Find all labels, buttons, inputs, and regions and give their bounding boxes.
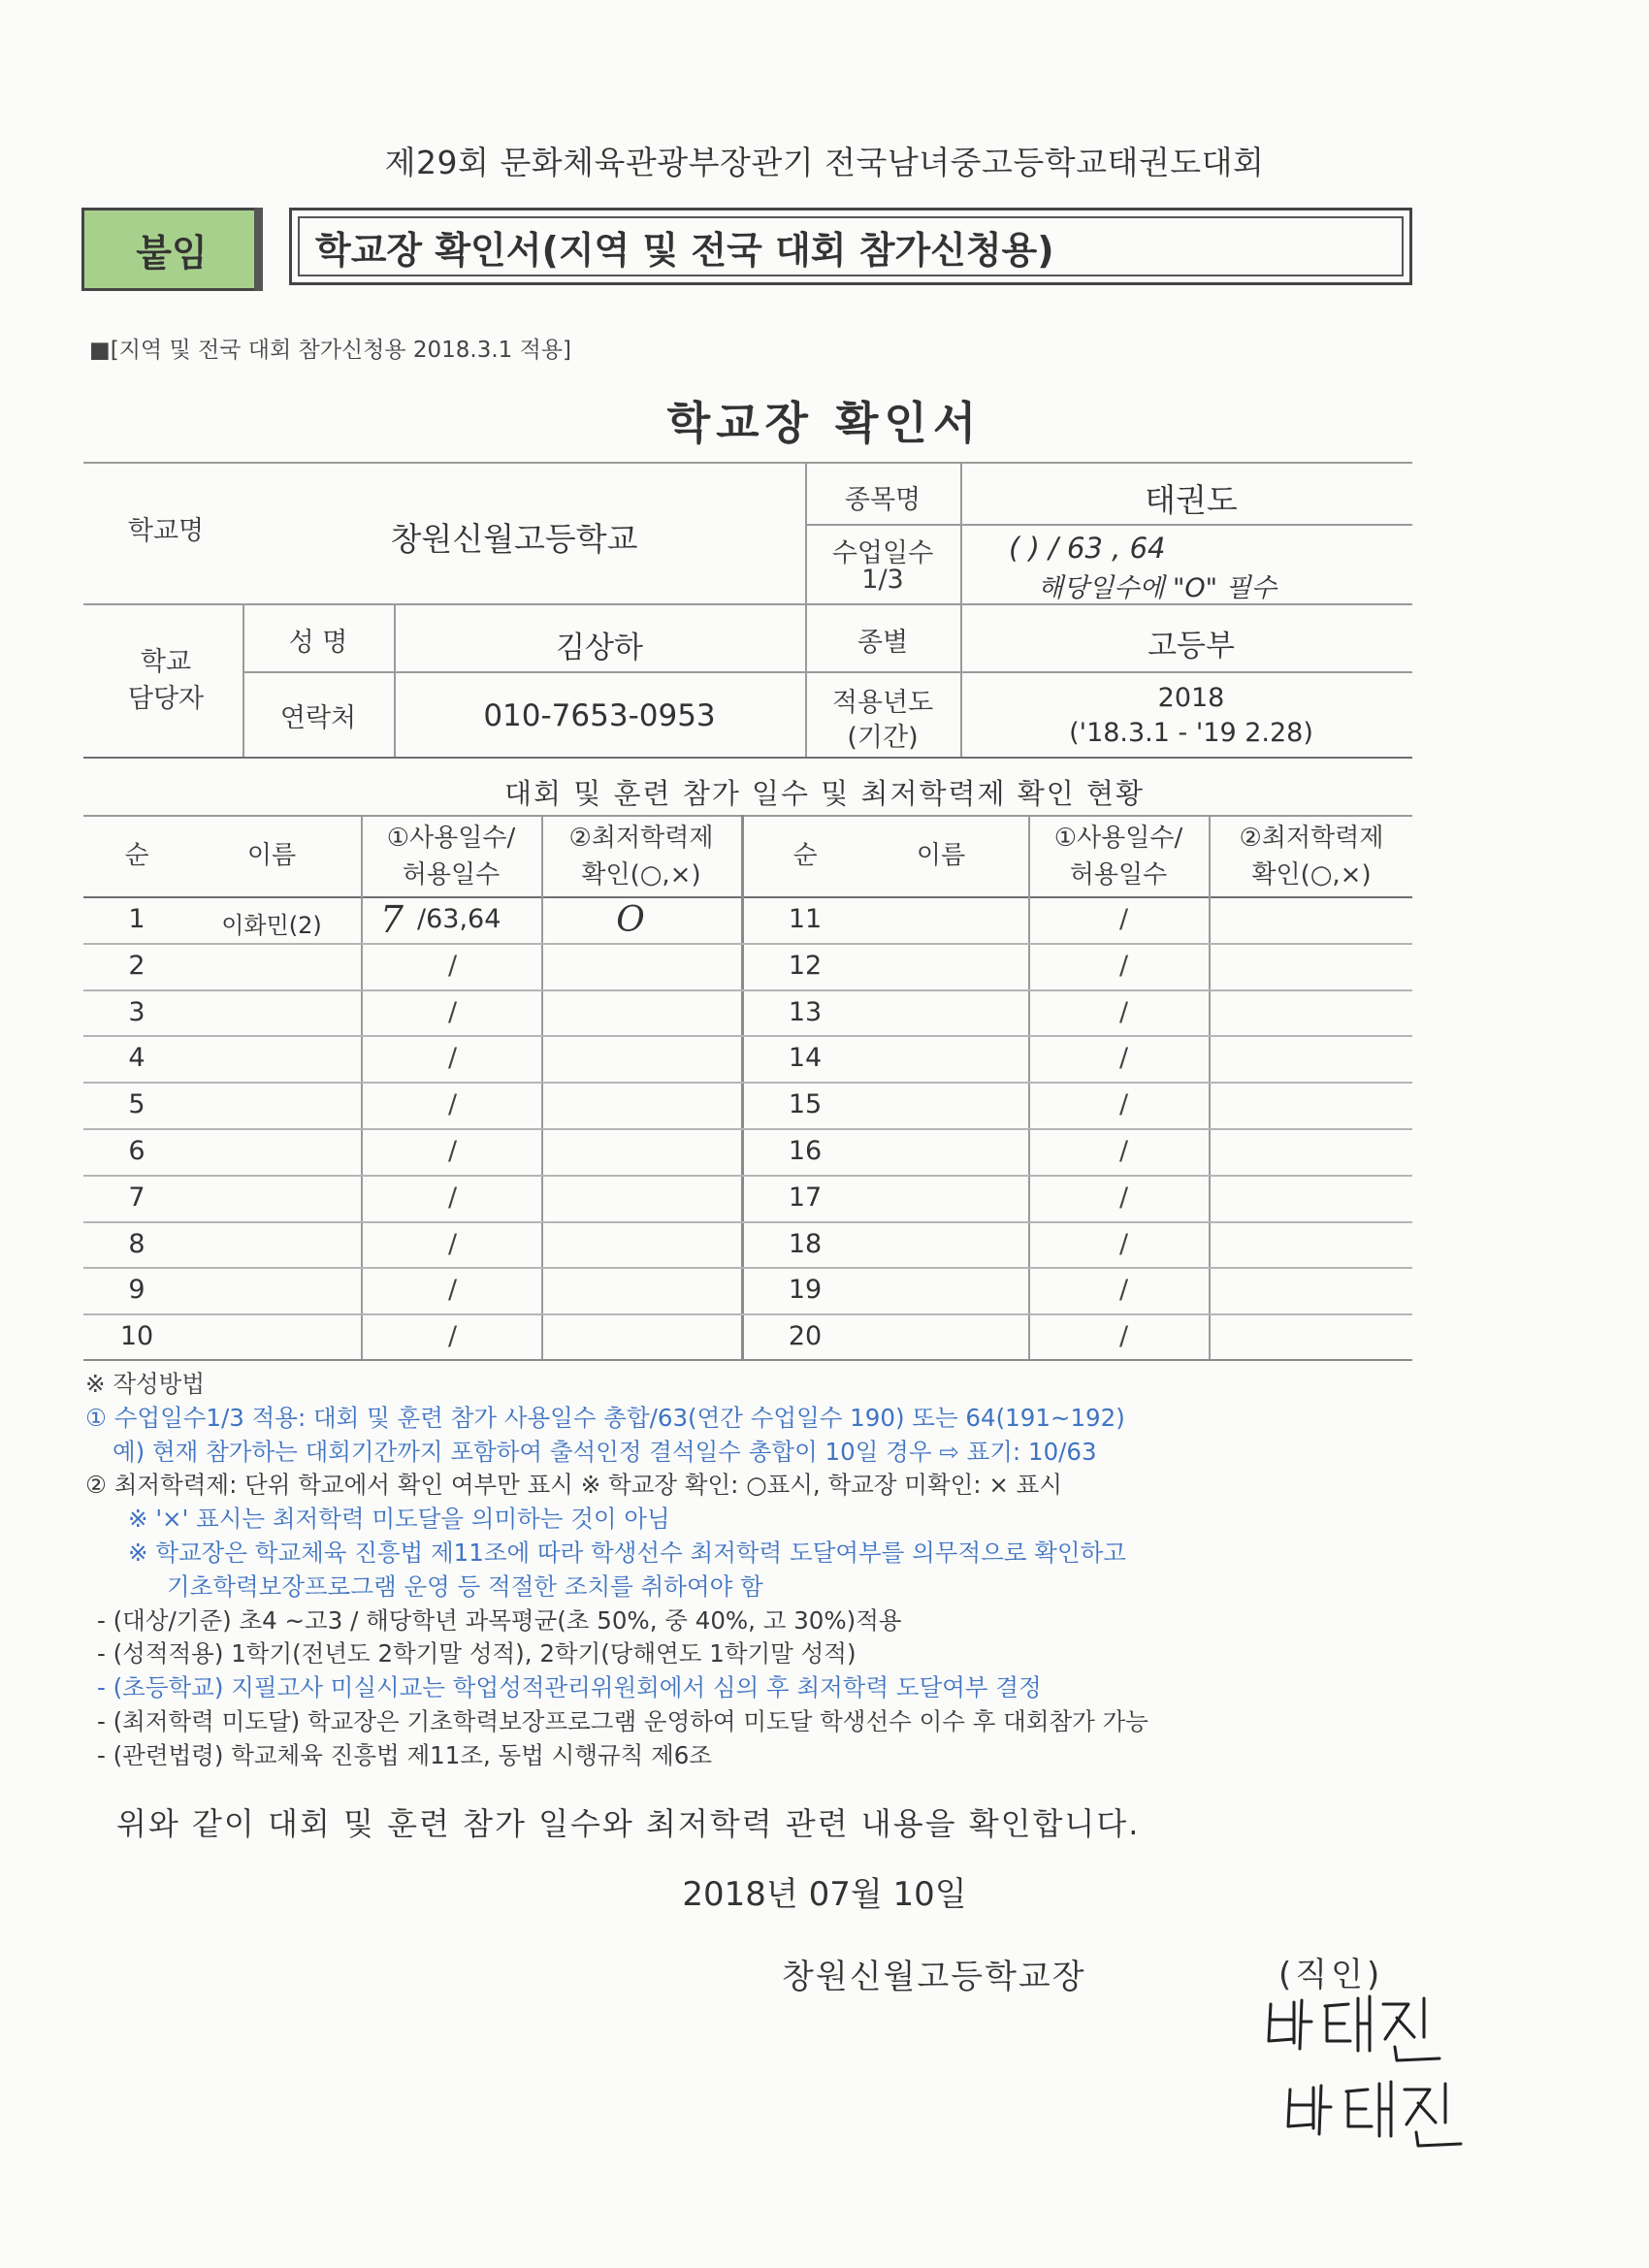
year-label: 적용년도 [831, 688, 934, 718]
row-number: 5 [128, 1089, 146, 1119]
class-days-label: 수업일수 [831, 538, 934, 568]
instruction-line: ※ '×' 표시는 최저학력 미도달을 의미하는 것이 아님 [128, 1505, 670, 1534]
event-title: 제29회 문화체육관광부장관기 전국남녀중고등학교태권도대회 [384, 144, 1265, 181]
contact-group-label-2: 담당자 [127, 684, 205, 714]
roster-row-divider [83, 1175, 1412, 1177]
roster-border-top [83, 815, 1412, 817]
days-allowed: / [1119, 1089, 1129, 1119]
roster-header-divider [83, 896, 1412, 898]
header-min-check-right: 확인(○,×) [1251, 860, 1372, 890]
row-number: 8 [128, 1229, 146, 1259]
row-number: 9 [128, 1275, 146, 1305]
header-days-allowed-right: 허용일수 [1069, 860, 1168, 890]
days-allowed: / [1119, 1229, 1129, 1259]
days-allowed: / [1119, 1043, 1129, 1073]
seal-label: (직인) [1278, 1956, 1384, 1994]
division-value: 고등부 [1148, 629, 1235, 664]
days-allowed: / [448, 1089, 458, 1119]
row-number: 1 [128, 904, 146, 934]
days-allowed: / [1119, 904, 1129, 934]
year-value: 2018 [1157, 683, 1225, 713]
days-allowed: /63,64 [417, 904, 501, 934]
document-title-box [289, 208, 1412, 285]
phone-label: 연락처 [279, 703, 357, 733]
days-allowed: / [1119, 951, 1129, 981]
header-name: 이름 [246, 841, 297, 870]
roster-divider [361, 815, 363, 1360]
roster-row-divider [83, 1035, 1412, 1037]
instruction-line: - (초등학교) 지필고사 미실시교는 학업성적관리위원회에서 심의 후 최저학력 도달여부 결정 [97, 1673, 1042, 1702]
roster-center-divider [741, 815, 744, 1360]
row-number: 4 [128, 1043, 146, 1073]
class-days-fraction: 1/3 [861, 565, 904, 595]
header-min-achievement-right: ②최저학력제 [1239, 824, 1384, 853]
row-number: 12 [788, 951, 823, 981]
school-label: 학교명 [127, 516, 205, 546]
days-allowed: / [448, 1321, 458, 1351]
instructions [85, 1368, 1443, 1773]
row-number: 16 [788, 1136, 823, 1166]
header-no-right: 순 [792, 841, 818, 870]
instructions-heading: ※ 작성방법 [85, 1370, 205, 1398]
days-allowed: / [448, 1183, 458, 1213]
roster-row-divider [83, 1128, 1412, 1130]
row-number: 18 [788, 1229, 823, 1259]
contact-phone: 010-7653-0953 [483, 698, 716, 733]
days-allowed: / [448, 1275, 458, 1305]
days-allowed: / [1119, 1183, 1129, 1213]
sport-value: 태권도 [1145, 481, 1238, 519]
header-name-right: 이름 [916, 841, 966, 870]
info-divider [960, 462, 962, 757]
roster-row-divider [83, 1267, 1412, 1269]
info-border-bottom [83, 757, 1412, 759]
header-min-achievement: ②최저학력제 [568, 824, 714, 853]
sport-label: 종목명 [844, 485, 922, 515]
header-days-right: ①사용일수/ [1053, 824, 1183, 853]
days-allowed: / [1119, 1275, 1129, 1305]
row-number: 10 [119, 1321, 154, 1351]
principal-title: 창원신월고등학교장 [782, 1958, 1086, 1996]
row-number: 17 [788, 1183, 823, 1213]
attachment-label-shadow [254, 208, 263, 291]
days-allowed: / [448, 1136, 458, 1166]
instruction-line: 기초학력보장프로그램 운영 등 적절한 조치를 취하여야 함 [167, 1571, 763, 1601]
info-divider [242, 671, 1412, 673]
days-allowed: / [1119, 1321, 1129, 1351]
period-value: ('18.3.1 - '19 2.28) [1069, 718, 1313, 748]
issue-date: 2018년 07월 10일 [682, 1875, 967, 1914]
roster-divider [1028, 815, 1030, 1360]
instruction-line: - (대상/기준) 초4 ~고3 / 해당학년 과목평균(초 50%, 중 40%, 고 30%)적용 [97, 1605, 902, 1635]
confirmation-statement: 위와 같이 대회 및 훈련 참가 일수와 최저학력 관련 내용을 확인합니다. [116, 1805, 1141, 1842]
days-allowed: / [1119, 1136, 1129, 1166]
contact-group-label: 학교 [140, 647, 192, 677]
row-number: 13 [788, 997, 823, 1027]
contact-name: 김상하 [556, 631, 643, 665]
attachment-label: 붙임 [81, 208, 262, 291]
roster-row-divider [83, 1221, 1412, 1223]
header-no: 순 [124, 841, 149, 870]
school-name: 창원신월고등학교 [390, 520, 638, 558]
roster-border-bottom [83, 1359, 1412, 1361]
class-days-value: ( ) / 63 , 64 [1009, 532, 1166, 565]
instruction-line: - (관련법령) 학교체육 진흥법 제11조, 동법 시행규칙 제6조 [97, 1740, 713, 1769]
principal-signature [1251, 1991, 1474, 2175]
instruction-line: 예) 현재 참가하는 대회기간까지 포함하여 출석인정 결석일수 총합이 10일 경우 ⇨ 표기: 10/63 [113, 1437, 1097, 1466]
row-number: 7 [128, 1183, 146, 1213]
row-number: 2 [128, 951, 146, 981]
header-days: ①사용일수/ [386, 824, 516, 853]
instruction-line: - (성적적용) 1학기(전년도 2학기말 성적), 2학기(당해연도 1학기말 성적) [97, 1639, 857, 1669]
roster-divider [541, 815, 543, 1360]
row-number: 20 [788, 1321, 823, 1351]
application-note: ■[지역 및 전국 대회 참가신청용 2018.3.1 적용] [89, 338, 572, 363]
document-title: 학교장 확인서(지역 및 전국 대회 참가신청용) [298, 216, 1404, 276]
division-label: 종별 [857, 628, 909, 658]
days-used: 7 [379, 898, 404, 941]
info-divider [805, 524, 1412, 526]
year-label-period: (기간) [847, 723, 919, 753]
roster-divider [1209, 815, 1211, 1360]
days-allowed: / [448, 1229, 458, 1259]
header-min-check: 확인(○,×) [581, 860, 701, 890]
min-achievement-check: O [616, 900, 645, 940]
days-allowed: / [448, 951, 458, 981]
days-allowed: / [448, 1043, 458, 1073]
row-number: 11 [788, 904, 823, 934]
instruction-line: ① 수업일수1/3 적용: 대회 및 훈련 참가 사용일수 총합/63(연간 수업일수 190) 또는 64(191~192) [85, 1403, 1125, 1432]
main-title: 학교장 확인서 [666, 397, 983, 449]
row-number: 3 [128, 997, 146, 1027]
player-name: 이화민(2) [221, 912, 322, 939]
roster-row-divider [83, 1082, 1412, 1084]
instruction-line: ② 최저학력제: 단위 학교에서 확인 여부만 표시 ※ 학교장 확인: ○표시, 학교장 미확인: × 표시 [85, 1471, 1062, 1500]
days-allowed: / [448, 997, 458, 1027]
roster-row-divider [83, 989, 1412, 991]
row-number: 15 [788, 1089, 823, 1119]
row-number: 14 [788, 1043, 823, 1073]
info-border-top [83, 462, 1412, 464]
class-days-note: 해당일수에 "O" 필수 [1038, 573, 1277, 603]
days-allowed: / [1119, 997, 1129, 1027]
instruction-line: - (최저학력 미도달) 학교장은 기초학력보장프로그램 운영하여 미도달 학생선수 이수 후 대회참가 가능 [97, 1706, 1148, 1735]
row-number: 19 [788, 1275, 823, 1305]
roster-row-divider [83, 1313, 1412, 1315]
roster-title: 대회 및 훈련 참가 일수 및 최저학력제 확인 현황 [503, 777, 1145, 810]
header-days-allowed: 허용일수 [402, 860, 501, 890]
name-label: 성 명 [288, 628, 348, 658]
roster-row-divider [83, 943, 1412, 945]
row-number: 6 [128, 1136, 146, 1166]
instruction-line: ※ 학교장은 학교체육 진흥법 제11조에 따라 학생선수 최저학력 도달여부를 의무적으로 확인하고 [128, 1538, 1126, 1567]
